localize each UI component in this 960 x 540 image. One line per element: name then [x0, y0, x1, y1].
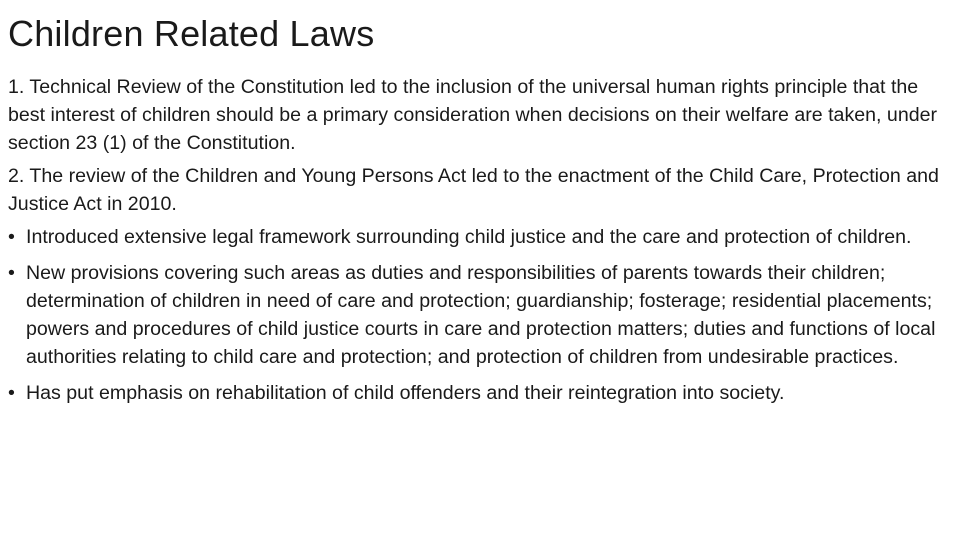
paragraph-act-review: 2. The review of the Children and Young Persons Act led to the enactment of the Child Care, Protection and Justice Act in 2010. — [8, 165, 939, 215]
bullet-dot: • — [8, 262, 15, 284]
bullet-item — [8, 259, 952, 371]
bullet-text: New provisions covering such areas as duties and responsibilities of parents towards their children; determination of children in need of care and protection; guardianship; fosterage; residential placements; powers and procedures of child justice courts in care and protection matters; duties and functions of local authorities relating to child care and protection; and protection of children from undesirable practices. — [26, 262, 936, 368]
bullet-text: Introduced extensive legal framework surrounding child justice and the care and protection of children. — [26, 226, 912, 248]
bullet-item — [8, 223, 952, 251]
slide-title: Children Related Laws — [8, 13, 375, 54]
bullet-dot: • — [8, 226, 15, 248]
bullet-text: Has put emphasis on rehabilitation of child offenders and their reintegration into society. — [26, 382, 785, 404]
bullet-item — [8, 379, 952, 407]
paragraph-constitution-review: 1. Technical Review of the Constitution led to the inclusion of the universal human rights principle that the best interest of children should be a primary consideration when decisions on their welfare are taken, under section 23 (1) of the Constitution. — [8, 76, 938, 154]
slide-body — [8, 73, 952, 415]
bullet-dot: • — [8, 382, 15, 404]
